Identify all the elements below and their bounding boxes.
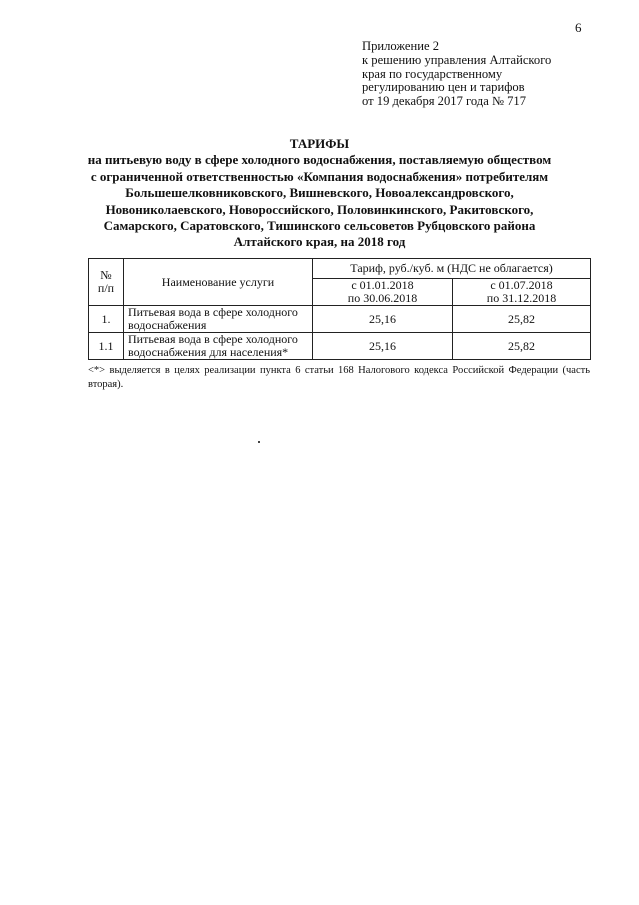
appendix-line: регулированию цен и тарифов — [362, 80, 525, 95]
appendix-line: края по государственному — [362, 66, 503, 81]
subtitle-line: с ограниченной ответственностью «Компания водоснабжения» потребителям — [90, 168, 549, 184]
document-title-block — [0, 136, 639, 251]
appendix-line: Приложение 2 — [362, 39, 440, 53]
appendix-line: от 19 декабря 2017 года № 717 — [362, 94, 527, 109]
header-period-1: с 01.01.2018 по 30.06.2018 — [313, 279, 453, 306]
header-num: № п/п — [89, 259, 124, 306]
row-num: 1.1 — [89, 333, 124, 360]
subtitle-line: Самарского, Саратовского, Тишинского сельсоветов Рубцовского района — [103, 218, 536, 234]
subtitle-line: Алтайского края, на 2018 год — [233, 234, 406, 250]
row-tariff-1: 25,16 — [313, 306, 453, 333]
appendix-line: к решению управления Алтайского — [362, 52, 552, 67]
row-tariff-2: 25,82 — [453, 306, 591, 333]
header-period-2: с 01.07.2018 по 31.12.2018 — [453, 279, 591, 306]
appendix-block — [362, 40, 551, 109]
scan-speck — [258, 441, 260, 443]
document-title: ТАРИФЫ — [289, 136, 350, 151]
table-row — [89, 306, 591, 333]
footnote: <*> выделяется в целях реализации пункта 6 статьи 168 Налогового кодекса Российской Федерации (часть вторая). — [88, 365, 590, 390]
row-num: 1. — [89, 306, 124, 333]
table-row — [89, 333, 591, 360]
page-number: 6 — [575, 20, 582, 35]
header-tariff: Тариф, руб./куб. м (НДС не облагается) — [313, 259, 591, 279]
row-tariff-1: 25,16 — [313, 333, 453, 360]
row-service: Питьевая вода в сфере холодного водоснабжения — [124, 306, 313, 333]
row-tariff-2: 25,82 — [453, 333, 591, 360]
subtitle-line: Новониколаевского, Новороссийского, Половинкинского, Ракитовского, — [105, 201, 534, 217]
subtitle-line: на питьевую воду в сфере холодного водоснабжения, поставляемую обществом — [87, 152, 552, 168]
header-service: Наименование услуги — [124, 259, 313, 306]
subtitle-line: Большешелковниковского, Вишневского, Новоалександровского, — [125, 185, 514, 201]
row-service: Питьевая вода в сфере холодного водоснабжения для населения* — [124, 333, 313, 360]
tariff-table — [88, 258, 591, 360]
